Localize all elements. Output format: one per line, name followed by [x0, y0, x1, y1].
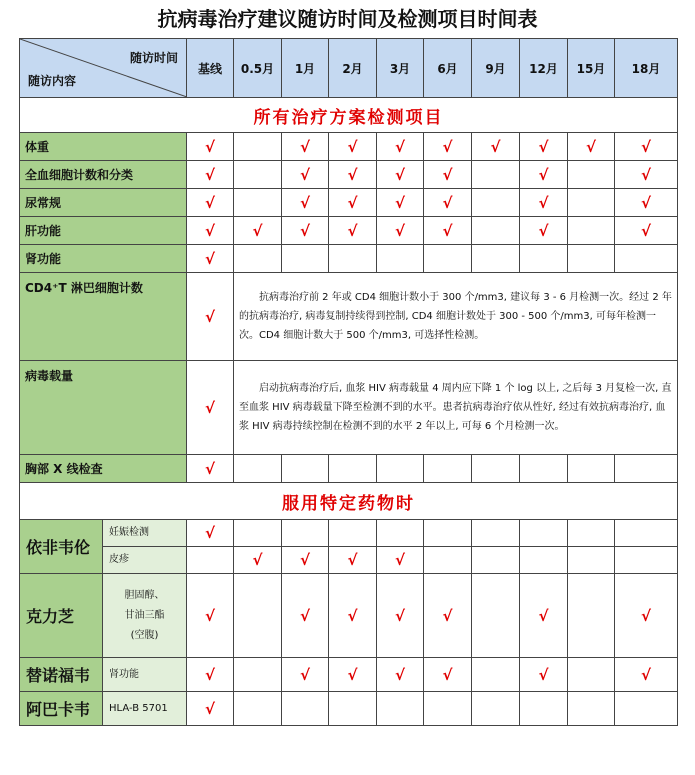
cell	[329, 520, 377, 547]
cell	[234, 658, 282, 692]
table-row	[20, 520, 678, 547]
drug-sub-label: HLA-B 5701	[103, 692, 187, 726]
cell	[615, 245, 678, 273]
cell	[472, 520, 520, 547]
cell	[472, 189, 520, 217]
check-mark: √	[615, 574, 678, 658]
check-mark: √	[568, 133, 615, 161]
cell	[472, 455, 520, 483]
table-row	[20, 658, 678, 692]
cell	[615, 692, 678, 726]
check-mark: √	[377, 189, 424, 217]
cell	[472, 692, 520, 726]
drug-sub-line: 胆固醇、	[124, 589, 165, 601]
table-row	[20, 245, 678, 273]
col-header: 2月	[329, 39, 377, 98]
check-mark: √	[377, 217, 424, 245]
cell	[472, 574, 520, 658]
col-header: 18月	[615, 39, 678, 98]
check-mark: √	[282, 161, 329, 189]
check-mark: √	[282, 658, 329, 692]
section-title-all: 所有治疗方案检测项目	[20, 98, 678, 133]
check-mark: √	[329, 161, 377, 189]
cell	[424, 547, 472, 574]
check-mark: √	[424, 658, 472, 692]
check-mark: √	[329, 547, 377, 574]
row-label: 肾功能	[20, 245, 187, 273]
check-mark: √	[187, 692, 234, 726]
drug-sub-label	[103, 574, 187, 658]
cell	[187, 547, 234, 574]
check-mark: √	[187, 133, 234, 161]
cell	[568, 245, 615, 273]
col-header: 3月	[377, 39, 424, 98]
cell	[568, 161, 615, 189]
cell	[424, 455, 472, 483]
check-mark: √	[187, 273, 234, 361]
check-mark: √	[329, 189, 377, 217]
check-mark: √	[234, 217, 282, 245]
section-title-drugs: 服用特定药物时	[20, 483, 678, 520]
check-mark: √	[282, 574, 329, 658]
cell	[234, 692, 282, 726]
row-label: 体重	[20, 133, 187, 161]
cell	[472, 245, 520, 273]
check-mark: √	[615, 189, 678, 217]
cell	[329, 692, 377, 726]
cell	[424, 245, 472, 273]
check-mark: √	[424, 133, 472, 161]
check-mark: √	[615, 658, 678, 692]
cell	[234, 161, 282, 189]
cell	[329, 455, 377, 483]
cell	[377, 455, 424, 483]
cell	[424, 692, 472, 726]
check-mark: √	[377, 547, 424, 574]
cell	[568, 217, 615, 245]
check-mark: √	[520, 133, 568, 161]
cell	[472, 547, 520, 574]
cell	[472, 217, 520, 245]
table-row	[20, 361, 678, 455]
table-row	[20, 133, 678, 161]
cell	[568, 658, 615, 692]
check-mark: √	[329, 217, 377, 245]
table-row	[20, 189, 678, 217]
table-row	[20, 574, 678, 658]
drug-label: 替诺福韦	[20, 658, 103, 692]
cell	[377, 692, 424, 726]
drug-sub-label: 皮疹	[103, 547, 187, 574]
cell	[615, 455, 678, 483]
col-header: 9月	[472, 39, 520, 98]
col-header: 6月	[424, 39, 472, 98]
cell	[234, 455, 282, 483]
check-mark: √	[615, 133, 678, 161]
row-label: 肝功能	[20, 217, 187, 245]
table-row	[20, 547, 678, 574]
col-header: 基线	[187, 39, 234, 98]
check-mark: √	[377, 161, 424, 189]
check-mark: √	[187, 455, 234, 483]
cell	[520, 520, 568, 547]
cell	[377, 520, 424, 547]
cell	[282, 692, 329, 726]
check-mark: √	[424, 574, 472, 658]
drug-label: 阿巴卡韦	[20, 692, 103, 726]
check-mark: √	[187, 361, 234, 455]
cell	[520, 692, 568, 726]
check-mark: √	[520, 574, 568, 658]
header-corner	[20, 39, 187, 98]
cell	[282, 455, 329, 483]
check-mark: √	[520, 189, 568, 217]
cell	[282, 245, 329, 273]
drug-label: 克力芝	[20, 574, 103, 658]
check-mark: √	[282, 133, 329, 161]
check-mark: √	[520, 658, 568, 692]
cell	[568, 520, 615, 547]
check-mark: √	[234, 547, 282, 574]
row-label: 全血细胞计数和分类	[20, 161, 187, 189]
col-header: 12月	[520, 39, 568, 98]
check-mark: √	[282, 547, 329, 574]
cd4-note: 抗病毒治疗前 2 年或 CD4 细胞计数小于 300 个/mm3, 建议每 3 - 6 月检测一次。经过 2 年的抗病毒治疗, 病毒复制持续得到控制, CD4 细胞计数处于 300 - 500 个/mm3, 可每年检测一次。CD4 细胞计数大于 500 个/mm3, 可选择性检测。	[234, 273, 678, 361]
col-header: 1月	[282, 39, 329, 98]
cell	[615, 520, 678, 547]
check-mark: √	[329, 133, 377, 161]
cell	[520, 245, 568, 273]
cell	[282, 520, 329, 547]
check-mark: √	[282, 217, 329, 245]
check-mark: √	[282, 189, 329, 217]
check-mark: √	[187, 217, 234, 245]
cell	[568, 189, 615, 217]
check-mark: √	[187, 245, 234, 273]
cell	[234, 520, 282, 547]
section-row	[20, 483, 678, 520]
check-mark: √	[377, 658, 424, 692]
table-row	[20, 455, 678, 483]
check-mark: √	[424, 189, 472, 217]
col-header: 15月	[568, 39, 615, 98]
check-mark: √	[472, 133, 520, 161]
cell	[568, 547, 615, 574]
check-mark: √	[424, 217, 472, 245]
page-title: 抗病毒治疗建议随访时间及检测项目时间表	[157, 7, 538, 31]
check-mark: √	[520, 217, 568, 245]
drug-sub-label: 肾功能	[103, 658, 187, 692]
check-mark: √	[615, 217, 678, 245]
row-label: 病毒载量	[20, 361, 187, 455]
cell	[234, 189, 282, 217]
cell	[472, 658, 520, 692]
table-row	[20, 217, 678, 245]
cell	[234, 133, 282, 161]
table-row	[20, 692, 678, 726]
schedule-table	[19, 38, 678, 726]
check-mark: √	[329, 658, 377, 692]
row-label: CD4⁺T 淋巴细胞计数	[20, 273, 187, 361]
check-mark: √	[424, 161, 472, 189]
section-row	[20, 98, 678, 133]
row-label: 尿常规	[20, 189, 187, 217]
corner-content-label: 随访内容	[28, 74, 77, 88]
check-mark: √	[187, 161, 234, 189]
cell	[329, 245, 377, 273]
cell	[520, 455, 568, 483]
corner-time-label: 随访时间	[129, 51, 178, 65]
drug-sub-label: 妊娠检测	[103, 520, 187, 547]
viral-load-note: 启动抗病毒治疗后, 血浆 HIV 病毒载量 4 周内应下降 1 个 log 以上, 之后每 3 月复检一次, 直至血浆 HIV 病毒载量下降至检测不到的水平。患者抗病毒治疗依从性好, 经过有效抗病毒治疗, 血浆 HIV 病毒持续控制在检测不到的水平 2 年以上, 可每 6 个月检测一次。	[234, 361, 678, 455]
cell	[615, 547, 678, 574]
check-mark: √	[187, 658, 234, 692]
check-mark: √	[187, 189, 234, 217]
table-row	[20, 161, 678, 189]
check-mark: √	[520, 161, 568, 189]
cell	[377, 245, 424, 273]
check-mark: √	[187, 520, 234, 547]
table-row	[20, 273, 678, 361]
cell	[472, 161, 520, 189]
cell	[424, 520, 472, 547]
check-mark: √	[377, 574, 424, 658]
header-row	[20, 39, 678, 98]
cell	[234, 574, 282, 658]
cell	[568, 455, 615, 483]
check-mark: √	[329, 574, 377, 658]
check-mark: √	[615, 161, 678, 189]
cell	[568, 574, 615, 658]
cell	[568, 692, 615, 726]
row-label: 胸部 X 线检查	[20, 455, 187, 483]
col-header: 0.5月	[234, 39, 282, 98]
drug-label: 依非韦伦	[20, 520, 103, 574]
drug-sub-line: (空腹)	[130, 629, 159, 641]
cell	[520, 547, 568, 574]
check-mark: √	[377, 133, 424, 161]
check-mark: √	[187, 574, 234, 658]
drug-sub-line: 甘油三酯	[124, 609, 165, 621]
cell	[234, 245, 282, 273]
